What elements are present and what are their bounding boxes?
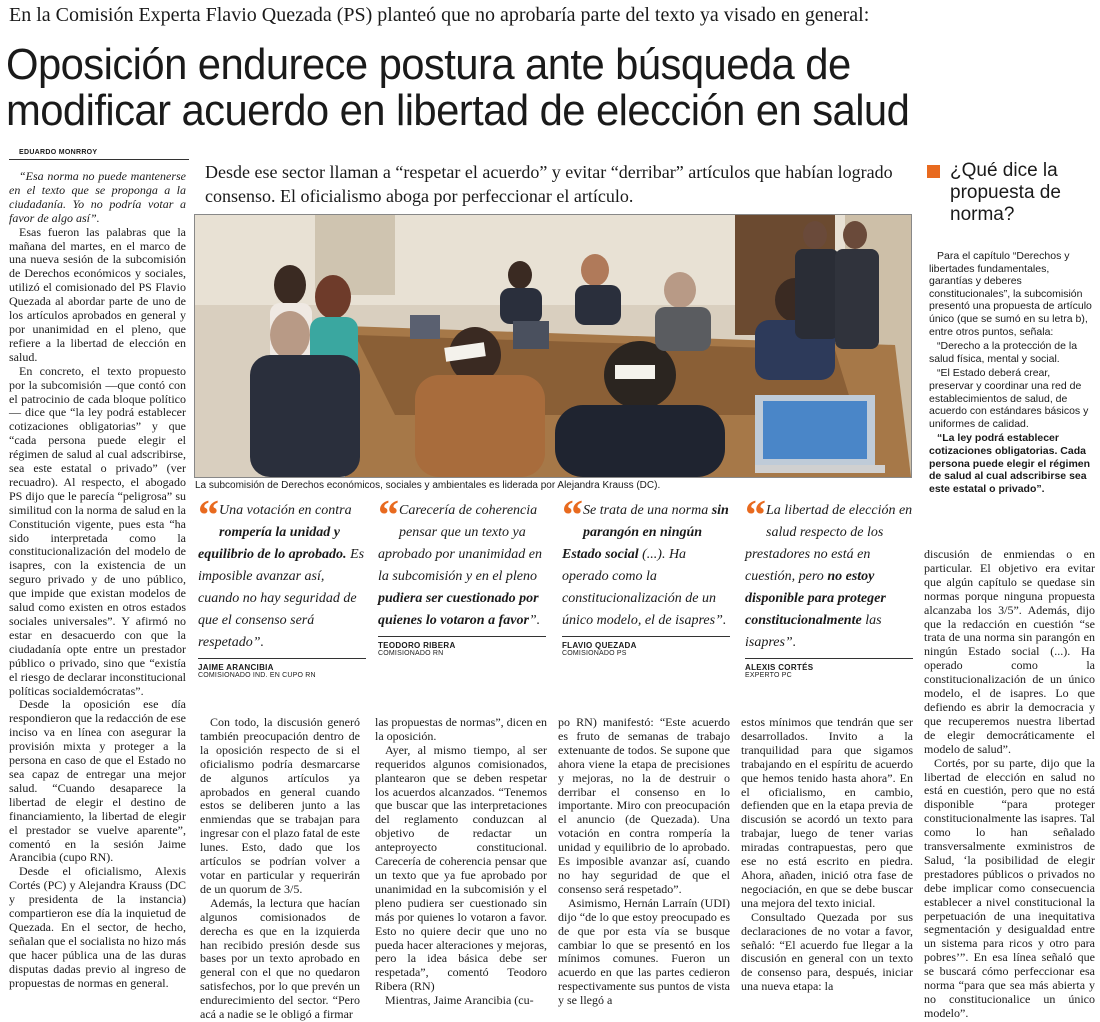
box-body [929,250,1095,497]
quote-role: EXPERTO PC [745,672,792,679]
quote-text: La libertad de elección en salud respecto de los prestadores no está en cuestión, pero no estoy disponible para proteger constitucionalmente las isapres”. [745,503,913,650]
body-column-3 [558,715,730,1008]
paragraph: Con todo, la discusión generó también preocupación dentro de la oposición respecto de si el oficialismo podría desmarcarse de algunos artículos ya aprobados en general cuando estos se deliberen junto a las enmiendas que se trabajan para ingresar con el plazo fatal de este lunes. Esto, dado que los artículos se podrían volver a votar en particular y requerirán de un quorum de 3/5. [200,715,360,896]
meeting-photo-illustration [195,215,911,477]
box-paragraph: “El Estado deberá crear, preservar y coordinar una red de establecimientos de salud, de acuerdo con estándares básicos y uniformes de calidad. [929,367,1089,430]
paragraph: estos mínimos que tendrán que ser desarrollados. Invito a la tranquilidad para que sigamos trabajando en el espíritu de acuerdo que hemos tenido hasta ahora”. En el oficialismo, en cambio, defienden que en la etapa previa de discusión se acordó un texto para trabajar, luego de tener varias miradas contrapuestas, pero que ese no está escrito en piedra. Ahora, añaden, inició otra fase de negociación, en que se debe buscar una mejora del texto inicial. [741,715,913,910]
box-paragraph: “Derecho a la protección de la salud física, mental y social. [929,340,1078,365]
quote-text: Una votación en contra rompería la unidad y equilibrio de lo aprobado. Es imposible avanzar así, cuando no hay seguridad de que el consenso será respetado”. [198,503,365,650]
quote-text: Se trata de una norma sin parangón en ningún Estado social (...). Ha operado como la constitucionalización de un único modelo, el de isapres”. [562,503,729,628]
body-column-4 [741,716,913,1001]
paragraph: Desde la oposición ese día respondieron que la redacción de ese inciso va en línea con asegurar la provisión mixta y proteger a la persona en caso de que el Estado no sea capaz de entregar una mejor salud. “Cuando desaparece la libertad de elegir el destino de financiamiento, la libertad de elegir el prestador se vuelve aparente”, comentó en la sesión Jaime Arancibia (cupo RN). [9,697,186,865]
quote-author: FLAVIO QUEZADA [562,636,730,650]
box-marker-icon [927,165,940,178]
paragraph: po RN) manifestó: “Este acuerdo es fruto de semanas de trabajo extenuante de todos. Se supone que ahora viene la etapa de precisiones y mejoras, no la de destruir o derribar el consenso en lo importante. Miro con preocupación el anuncio (de Quezada). Una votación en contra rompería la unidad y equilibrio de lo aprobado. Es imposible avanzar así, cuando no hay seguridad de que el consenso será respetado”. [558,715,730,896]
pull-quote [198,493,366,679]
photo-caption: La subcomisión de Derechos económicos, sociales y ambientales es liderada por Alejandra Krauss (DC). [195,480,661,491]
quote-mark-icon: “ [745,493,762,539]
quote-mark-icon: “ [378,493,395,539]
quote-role: COMISIONADO RN [378,650,444,657]
paragraph: las propuestas de normas”, dicen en la oposición. [375,715,547,743]
box-title: ¿Qué dice la propuesta de norma? [950,160,1061,225]
left-column [9,170,186,995]
pull-quote [745,493,913,679]
box-paragraph: Para el capítulo “Derechos y libertades fundamentales, garantías y deberes constitucionales”, la subcomisión presentó una propuesta de artículo único (que se sumó en su letra b), entre otros puntos, señala: [929,250,1092,338]
headline-line-2: modificar acuerdo en libertad de elección en salud [6,86,910,135]
headline [6,42,1042,134]
meeting-photo [194,214,912,478]
paragraph: Cortés, por su parte, dijo que la libertad de elección en salud no está en cuestión, pero que no está disponible “para proteger constitucionalmente las isapres. Tal como lo han señalado transversalmente exministros de Salud, ‘la posibilidad de elegir prestadores públicos o privados no debe implicar como consecuencia establecer a nivel constitucional la perpetuación de una inequitativa segmentación y desigualdad entre un sistema para ricos y otro para pobres’”. En esa línea señaló que se buscará cómo perfeccionar esa norma “para que sea más abierta y no constitucionalice un único modelo”. [924,755,1095,1020]
paragraph: Esas fueron las palabras que la mañana del martes, en el marco de una nueva sesión de la subcomisión de Derechos económicos y sociales, utilizó el comisionado del PS Flavio Quezada al abordar parte de uno de los artículos aprobados en general y por unanimidad en el pleno, que refiere a la libertad de elección en salud. [9,224,186,364]
quote-mark-icon: “ [562,493,579,539]
paragraph: Asimismo, Hernán Larraín (UDI) dijo “de lo que estoy preocupado es de que por esta vía se busque cambiar lo que se presentó en los mínimos comunes. Fueron un acuerdo en que las partes cedieron respectivamente sus puntos de vista y se llegó a [558,895,730,1008]
paragraph: discusión de enmiendas o en particular. El objetivo era evitar que algún capítulo se quedase sin normas porque ninguna propuesta alcanzaba los 3/5”. Además, dijo que la redacción en cuestión “se trata de una norma sin parangón en ningún Estado social (...). Ha operado como la constitucionalización de un único modelo, el de isapres. Lo que defiendo es abrir la democracia y que recuperemos nuestra libertad de elegir democráticamente el modelo de salud”. [924,547,1095,756]
paragraph: “Esa norma no puede mantenerse en el texto que se proponga a la ciudadanía. Yo no podría votar a favor de algo así”. [9,169,186,225]
paragraph: Ayer, al mismo tiempo, al ser requeridos algunos comisionados, plantearon que se deben respetar los acuerdos alcanzados. “Tenemos que buscar que las interpretaciones del reglamento conduzcan al objetivo de redactar un anteproyecto constitucional. Carecería de coherencia pensar que un texto que ya fue aprobado por unanimidad en la subcomisión y el pleno pudiera ser cuestionado sin más por quienes lo votaron a favor. Esto no quiere decir que uno no pueda hacer alteraciones y mejoras, pero la idea básica debe ser respetada”, comentó Teodoro Ribera (RN) [375,742,547,994]
byline: EDUARDO MONRROY [19,149,98,156]
quote-role: COMISIONADO PS [562,650,627,657]
paragraph: Desde el oficialismo, Alexis Cortés (PC) y Alejandra Krauss (DC y presidenta de la instancia) compartieron ese día la inquietud de Quezada. En el sector, de hecho, señalan que el socialista no hizo más que hacer pública una de las duras disputas dadas previo al ingreso de propuestas de normas en general. [9,864,186,990]
quote-role: COMISIONADO IND. EN CUPO RN [198,672,316,679]
quote-author: ALEXIS CORTÉS [745,658,913,672]
right-column [924,547,1095,1020]
paragraph: En concreto, el texto propuesto por la subcomisión —que contó con el patrocinio de cada bloque político— dice que “la ley podrá establecer cotizaciones obligatorias” y que “cada persona puede elegir el régimen de salud al cual adscribirse, sea este estatal o privado” (ver recuadro). Al respecto, el abogado PS dijo que le parecía “peligrosa” su similitud con la norma de salud en la Constitución vigente, pues esta “ha sido interpretada como la constitucionalización del modelo de isapres, con la existencia de un seguro privado y de uno público, que impide que existan modelos de salud como existen en otros estados sociales universales”. Y afirmó no estar en desacuerdo con que la ciudadanía opte entre un prestador público o privado, sino que “existía el riesgo de declarar inconstitucional políticas socialdemócratas”. [9,363,186,698]
box-paragraph: “La ley podrá establecer cotizaciones obligatorias. Cada persona puede elegir el régimen de salud al cual adscribirse sea este estatal o privado”. [929,432,1091,495]
body-column-1 [200,715,360,1022]
pull-quote [562,493,730,657]
byline-rule [9,159,189,160]
paragraph: Además, la lectura que hacían algunos comisionados de derecha es que en la izquierda han recibido presión desde sus bases por un texto aprobado en general con el que no quedaron satisfechos, por lo que prevén un endurecimiento del sector. “Pero acá a nadie se le obligó a firmar [200,895,360,1022]
quote-author: TEODORO RIBERA [378,636,546,650]
pull-quote [378,493,546,657]
quote-text: Carecería de coherencia pensar que un texto ya aprobado por unanimidad en la subcomisión y en el pleno pudiera ser cuestionado por quienes lo votaron a favor”. [378,503,542,628]
body-column-2 [375,715,547,1008]
kicker: En la Comisión Experta Flavio Quezada (PS) planteó que no aprobaría parte del texto ya visado en general: [9,4,870,26]
headline-line-1: Oposición endurece postura ante búsqueda de [6,40,851,89]
paragraph: Mientras, Jaime Arancibia (cu- [385,993,534,1008]
quote-mark-icon: “ [198,493,215,539]
paragraph: Consultado Quezada por sus declaraciones de no votar a favor, señaló: “El acuerdo fue llegar a la discusión en general con un texto de consenso para, después, iniciar una nueva etapa: la [741,909,913,994]
quote-author: JAIME ARANCIBIA [198,658,366,672]
subhead: Desde ese sector llaman a “respetar el acuerdo” y evitar “derribar” artículos que habían logrado consenso. El oficialismo aboga por perfeccionar el artículo. [205,162,893,206]
